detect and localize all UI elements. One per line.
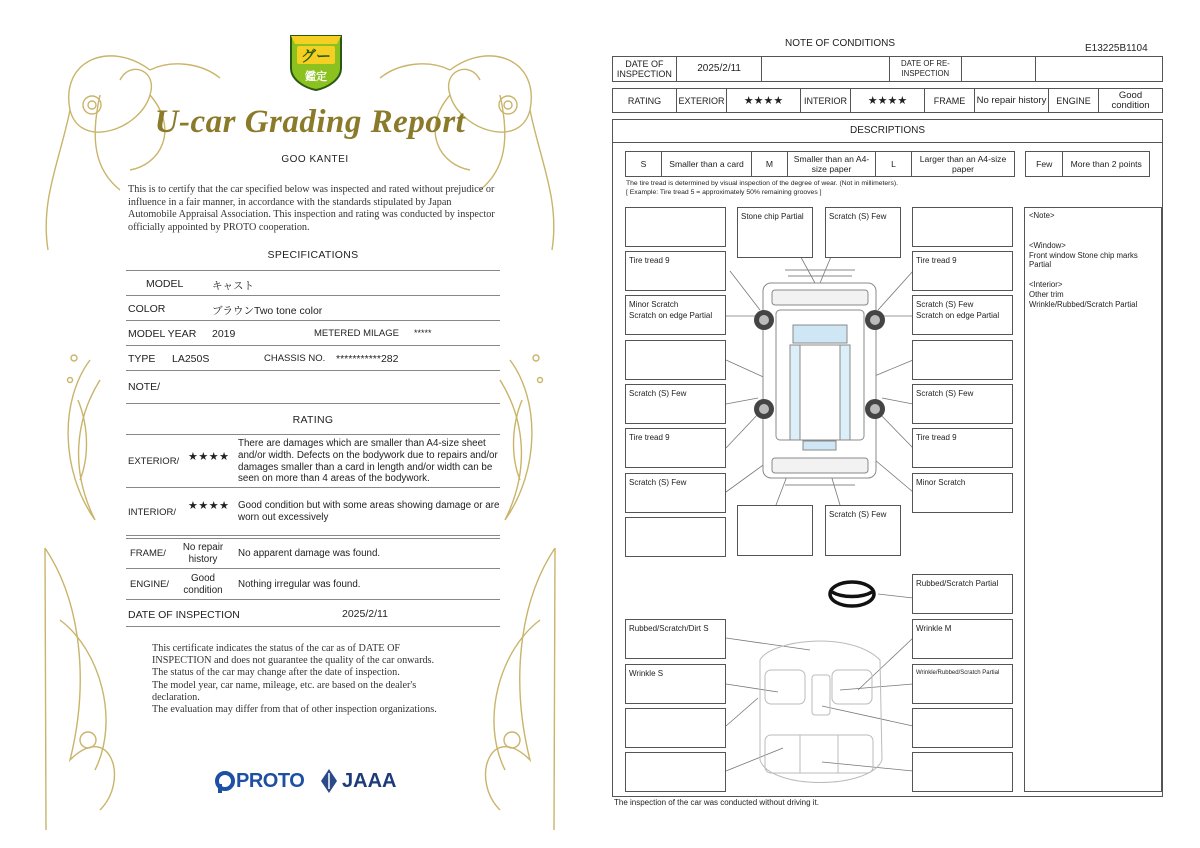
frame-description: No apparent damage was found. [238, 548, 381, 559]
interior-description: Good condition but with some areas showing damage or are worn out excessively [238, 500, 500, 523]
condition-box: Rubbed/Scratch/Dirt S [625, 619, 726, 659]
spec-row-model [126, 271, 500, 296]
specifications-heading: SPECIFICATIONS [267, 249, 359, 261]
exterior-description: There are damages which are smaller than A4-size sheet and/or width. Defects on the bodywork due to repairs and/or damages smaller than a card in length and/or width can be seen on more than 4 areas of the bodywork. [238, 438, 498, 485]
footer-line: The model year, car name, mileage, etc. are based on the dealer's [152, 679, 417, 691]
note-heading: <Note> [1029, 211, 1055, 220]
condition-box: Scratch (S) Few Scratch on edge Partial [912, 295, 1013, 335]
document-id: E13225B1104 [1085, 43, 1148, 54]
condition-box: Minor Scratch Scratch on edge Partial [625, 295, 726, 335]
certification-text: This is to certify that the car specified below was inspected and rated without prejudice or influence in a fair manner, in accordance with the standards stipulated by Japan Automobile Appraisal Association. This inspection and rating was conducted by inspector officially appointed by PROTO cooperation. [128, 184, 495, 233]
model-value: キャスト [212, 280, 254, 292]
condition-box: Wrinkle S [625, 664, 726, 704]
spec-row-year [126, 321, 500, 346]
rating-row-engine [126, 569, 500, 600]
spec-row-color [126, 296, 500, 321]
condition-box: Tire tread 9 [625, 428, 726, 468]
rating-row-interior [126, 488, 500, 536]
window-text: Front window Stone chip marks Partial [1029, 250, 1138, 270]
side-notes-panel [1024, 207, 1162, 792]
condition-box: Tire tread 9 [912, 428, 1013, 468]
interior-heading: <Interior> [1029, 280, 1063, 290]
date-of-inspection-value: 2025/2/11 [677, 57, 763, 81]
report-title: U-car Grading Report [154, 104, 466, 140]
exterior-stars: ★★★★ [188, 451, 230, 463]
frame-label: FRAME [925, 89, 975, 112]
tire-note-line: The tire tread is determined by visual inspection of the degree of wear. (Not in millimeters). [626, 180, 898, 187]
legend-m-code: M [752, 152, 788, 176]
note-title: NOTE OF CONDITIONS [785, 38, 895, 49]
metered-milage-label: METERED MILAGE [314, 328, 399, 339]
condition-box [625, 517, 726, 557]
condition-box: Scratch (S) Few [625, 384, 726, 424]
interior-stars: ★★★★ [188, 500, 230, 512]
condition-box: Stone chip Partial [737, 207, 813, 258]
exterior-stars: ★★★★ [727, 89, 801, 112]
exterior-label: EXTERIOR [677, 89, 727, 112]
condition-box: Tire tread 9 [625, 251, 726, 291]
legend-m-desc: Smaller than an A4-size paper [788, 152, 876, 176]
svg-text:グー: グー [300, 47, 332, 65]
model-label: MODEL [146, 278, 184, 290]
engine-label: ENGINE/ [130, 579, 170, 590]
metered-milage-value: ***** [414, 328, 432, 338]
engine-label: ENGINE [1049, 89, 1099, 112]
window-heading: <Window> [1029, 240, 1066, 250]
frame-label: FRAME/ [130, 548, 166, 559]
report-subtitle: GOO KANTEI [281, 154, 349, 165]
spec-row-date [126, 600, 500, 627]
type-value: LA250S [172, 353, 210, 365]
rating-heading: RATING [292, 414, 334, 426]
jaaa-logo-icon [320, 768, 338, 794]
condition-box [625, 207, 726, 247]
note-of-conditions [600, 0, 1200, 848]
condition-box: Wrinkle/Rubbed/Scratch Partial [912, 664, 1013, 704]
rating-row-exterior [126, 435, 500, 488]
footer-line: declaration. [152, 691, 200, 703]
legend-few-desc: More than 2 points [1070, 159, 1142, 169]
inspection-footnote: The inspection of the car was conducted without driving it. [614, 798, 819, 807]
condition-box [625, 752, 726, 792]
condition-box: Wrinkle M [912, 619, 1013, 659]
spec-row-note [126, 371, 500, 404]
certificate-footer [152, 643, 482, 716]
engine-value: Good condition [183, 573, 223, 596]
model-year-value: 2019 [212, 328, 236, 340]
condition-box: Scratch (S) Few [825, 207, 901, 258]
interior-label: INTERIOR [801, 89, 851, 112]
legend-few-code: Few [1026, 152, 1063, 176]
spec-row-type [126, 346, 500, 371]
condition-box: Rubbed/Scratch Partial [912, 574, 1013, 614]
exterior-label: EXTERIOR/ [128, 456, 180, 467]
color-value: ブラウンTwo tone color [212, 305, 323, 317]
rating-row [612, 88, 1163, 113]
footer-line: INSPECTION and does not guarantee the quality of the car onwards. [152, 655, 435, 667]
interior-label: INTERIOR/ [128, 507, 177, 518]
size-legend [625, 151, 1015, 177]
engine-description: Nothing irregular was found. [238, 579, 361, 590]
date-of-inspection-value: 2025/2/11 [342, 608, 388, 620]
frame-value: No repair history [182, 542, 224, 565]
condition-box: Tire tread 9 [912, 251, 1013, 291]
footer-line: The status of the car may change after the date of inspection. [152, 667, 400, 679]
few-legend [1025, 151, 1150, 177]
footer-line: This certificate indicates the status of the car as of DATE OF [152, 643, 401, 654]
condition-box: Scratch (S) Few [825, 505, 901, 556]
engine-value: Good condition [1111, 89, 1150, 111]
legend-l-code: L [876, 152, 912, 176]
proto-logo-text: PROTO [236, 770, 305, 792]
date-of-inspection-label: DATE OF INSPECTION [128, 609, 240, 621]
footer-line: The evaluation may differ from that of other inspection organizations. [152, 704, 437, 716]
re-inspection-label: DATE OF RE-INSPECTION [890, 57, 962, 81]
proto-logo-icon [214, 770, 236, 794]
descriptions-heading: DESCRIPTIONS [612, 119, 1163, 143]
chassis-label: CHASSIS NO. [264, 353, 326, 364]
rating-row-frame [126, 539, 500, 569]
type-label: TYPE [128, 353, 156, 365]
blank-cell [762, 57, 890, 81]
legend-s-code: S [626, 152, 662, 176]
condition-box [737, 505, 813, 556]
interior-line: Wrinkle/Rubbed/Scratch Partial [1029, 299, 1138, 309]
tire-tread-note [626, 179, 898, 197]
frame-value: No repair history [975, 89, 1049, 112]
rating-label: RATING [613, 89, 677, 112]
goo-kantei-badge-icon [287, 32, 345, 92]
condition-box: Scratch (S) Few [625, 473, 726, 513]
condition-box [625, 340, 726, 380]
condition-box [912, 207, 1013, 247]
legend-s-desc: Smaller than a card [662, 152, 752, 176]
condition-box [912, 708, 1013, 748]
model-year-label: MODEL YEAR [128, 328, 197, 340]
condition-box [912, 340, 1013, 380]
re-inspection-value [962, 57, 1037, 81]
note-label: NOTE/ [128, 381, 161, 393]
condition-box [912, 752, 1013, 792]
chassis-value: ***********282 [336, 353, 399, 365]
svg-text:鑑定: 鑑定 [305, 70, 327, 83]
interior-line: Other trim [1029, 289, 1064, 299]
interior-stars: ★★★★ [851, 89, 925, 112]
condition-box: Minor Scratch [912, 473, 1013, 513]
condition-box [625, 708, 726, 748]
color-label: COLOR [128, 303, 166, 315]
blank-cell [1036, 57, 1162, 81]
jaaa-logo-text: JAAA [342, 770, 397, 792]
tire-note-line: [ Example: Tire tread 5 = approximately 50% remaining grooves ] [626, 189, 822, 196]
inspection-dates-row [612, 56, 1163, 82]
condition-box: Scratch (S) Few [912, 384, 1013, 424]
legend-l-desc: Larger than an A4-size paper [919, 154, 1007, 174]
date-of-inspection-label: DATE OF INSPECTION [613, 57, 677, 81]
